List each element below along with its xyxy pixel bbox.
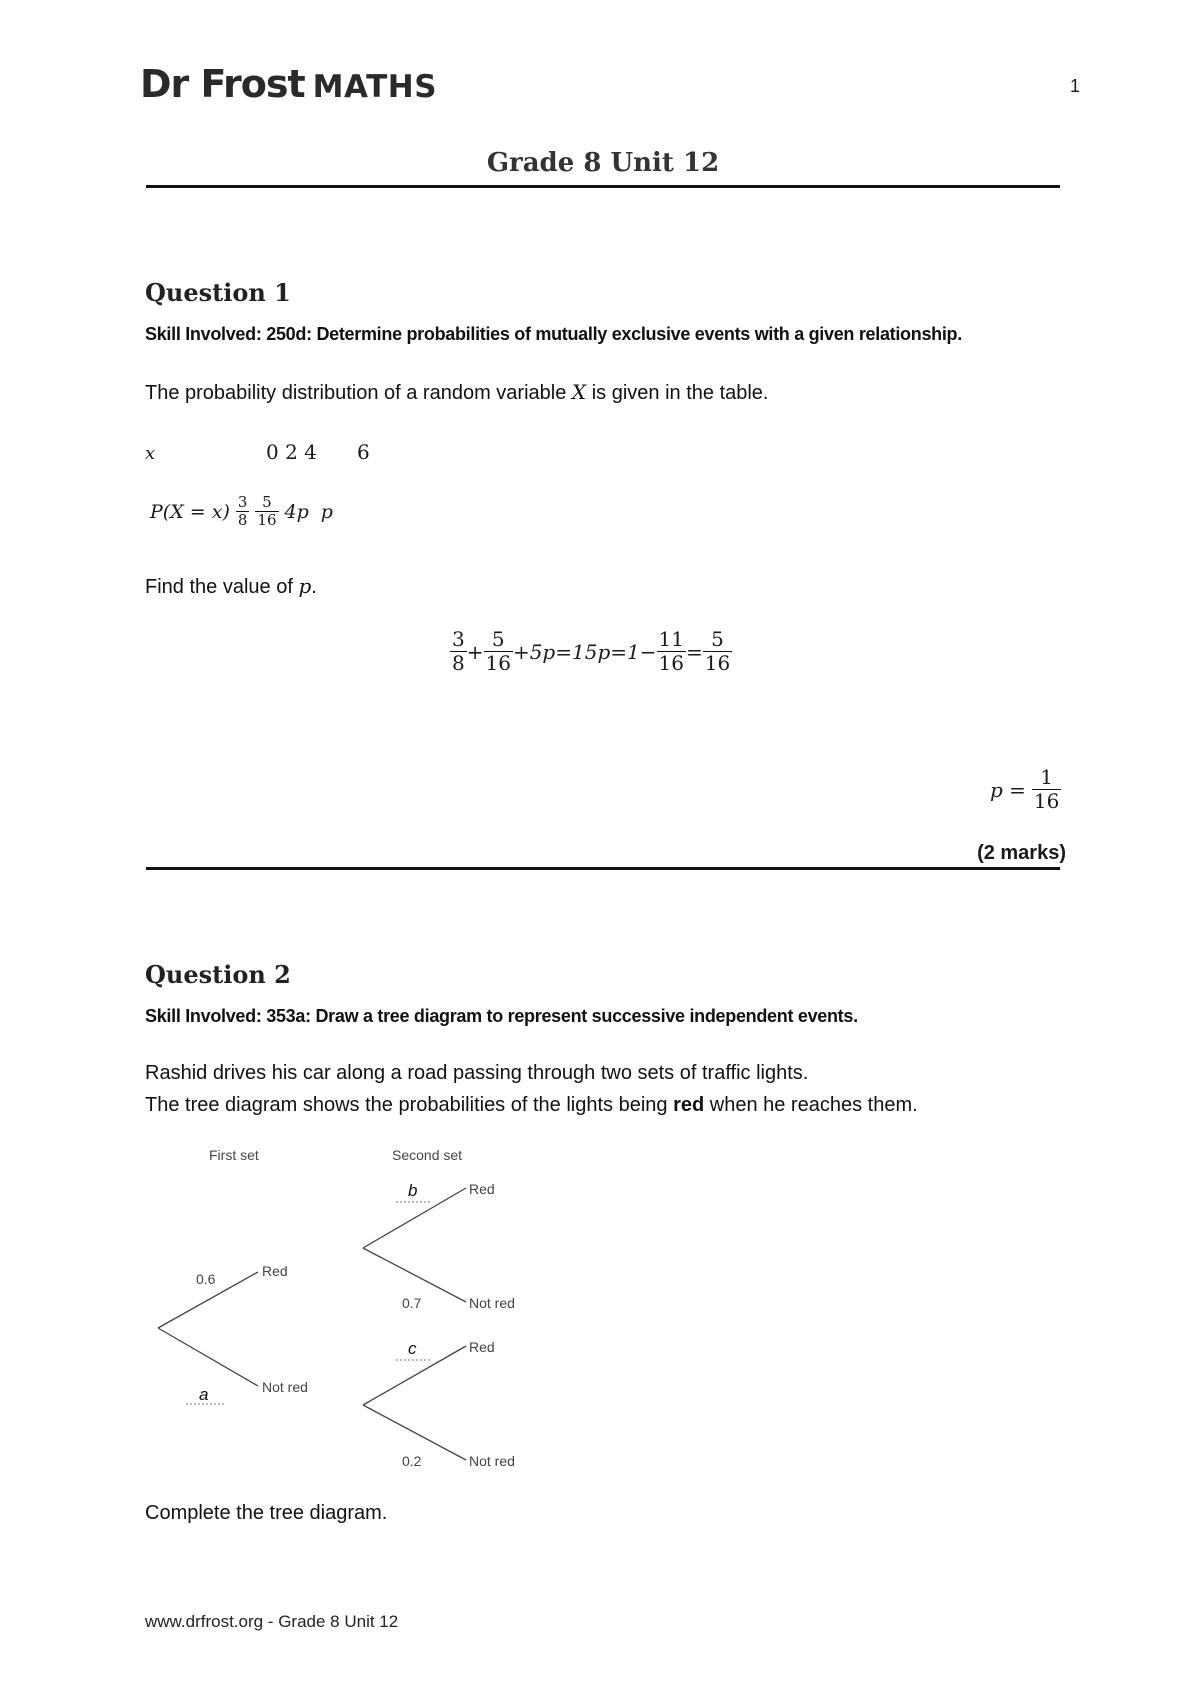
table-row-x-values: 0 2 4 (266, 440, 317, 464)
upper-not-red-label: Not red (469, 1295, 515, 1311)
table-prob-4p: 4p (284, 500, 309, 523)
table-prob-fraction-5-16: $\frac{5}{16}$ (257, 493, 277, 530)
working-equals: = (685, 639, 703, 664)
first-not-red-label: Not red (262, 1379, 308, 1395)
lower-red-label: Red (469, 1339, 495, 1355)
upper-red-prob-b: b (408, 1181, 418, 1200)
question-2-skill: Skill Involved: 353a: Draw a tree diagram to represent successive independent events. (145, 1006, 858, 1026)
page-footer: www.drfrost.org - Grade 8 Unit 12 (145, 1612, 399, 1631)
working-fraction-5-16-result: $\frac{5}{16}$ (704, 627, 731, 675)
intro-variable: X (571, 380, 587, 404)
page-number: 1 (1070, 76, 1081, 96)
lower-red-prob-c: c (408, 1339, 417, 1358)
line-2-bold-red: red (673, 1094, 705, 1116)
answer-lhs: p = (990, 777, 1026, 802)
table-row-x-value-6: 6 (357, 440, 370, 464)
tree-header-first: First set (209, 1147, 259, 1163)
branch-lower-not-red (363, 1405, 466, 1460)
prompt-text-before: Find the value of (145, 576, 299, 598)
tree-header-second: Second set (392, 1147, 463, 1163)
prompt-variable: p (298, 574, 312, 598)
table-row-x-label: x (145, 443, 156, 464)
question-1-skill: Skill Involved: 250d: Determine probabilities of mutually exclusive events with a given relationship. (145, 324, 962, 344)
working-fraction-3-8: $\frac{3}{8}$ (452, 627, 465, 675)
intro-text-after: is given in the table. (586, 382, 769, 404)
question-1-heading: Question 1 (145, 278, 291, 307)
first-red-prob: 0.6 (196, 1271, 216, 1287)
working-middle-expression: +5p=15p=1− (512, 639, 657, 664)
lower-not-red-prob: 0.2 (402, 1453, 422, 1469)
table-prob-p: p (320, 500, 333, 523)
upper-red-label: Red (469, 1181, 495, 1197)
lower-not-red-label: Not red (469, 1453, 515, 1469)
logo-sub-text: MATHS (312, 69, 438, 105)
branch-first-not-red (158, 1328, 258, 1386)
question-2-instruction: Complete the tree diagram. (145, 1502, 388, 1524)
working-fraction-11-16: $\frac{11}{16}$ (658, 627, 684, 675)
first-not-red-prob-a: a (199, 1385, 209, 1404)
prompt-text-after: . (311, 576, 317, 598)
line-2-text-after: when he reaches them. (704, 1094, 918, 1116)
question-1-marks: (2 marks) (977, 842, 1066, 864)
line-2-text-before: The tree diagram shows the probabilities of the lights being (145, 1094, 674, 1116)
logo-main-text: Dr Frost (140, 62, 305, 106)
document-title: Grade 8 Unit 12 (486, 148, 720, 178)
branch-upper-not-red (363, 1248, 466, 1302)
first-red-label: Red (262, 1263, 288, 1279)
question-2-heading: Question 2 (145, 960, 291, 989)
working-fraction-5-16: $\frac{5}{16}$ (485, 627, 511, 675)
intro-text-before: The probability distribution of a random variable (145, 382, 572, 404)
working-plus: + (466, 639, 484, 664)
question-2-line-1: Rashid drives his car along a road passing through two sets of traffic lights. (145, 1062, 809, 1084)
upper-not-red-prob: 0.7 (402, 1295, 422, 1311)
answer-fraction: $\frac{1}{16}$ (1033, 765, 1060, 813)
table-prob-fraction-3-8: $\frac{3}{8}$ (237, 493, 248, 530)
table-row-prob-label: P(X = x) (150, 500, 230, 523)
